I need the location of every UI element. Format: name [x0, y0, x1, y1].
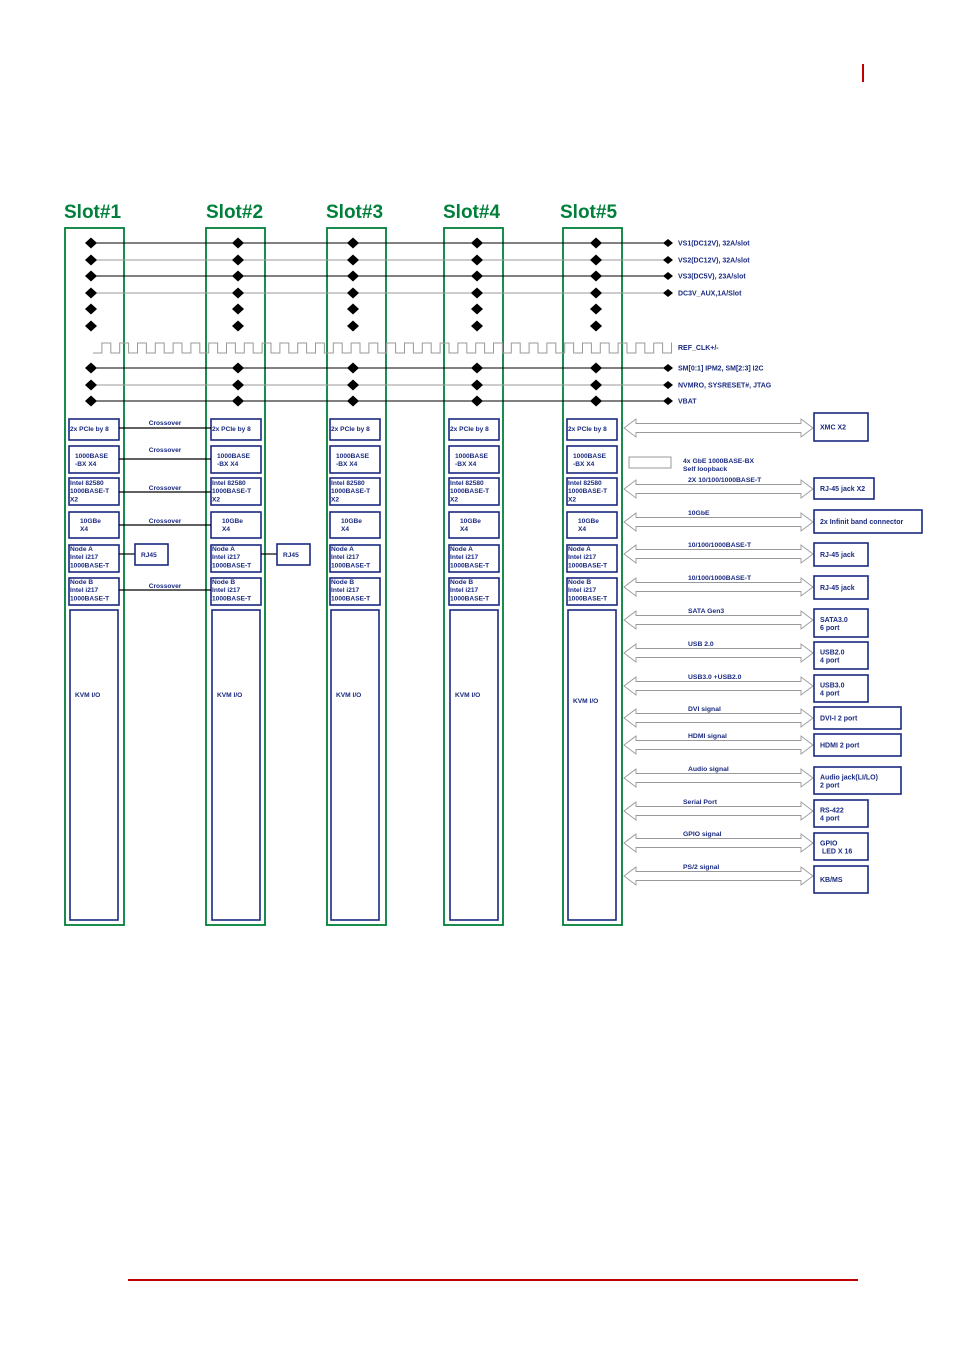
bus-end-diamond: [663, 256, 673, 264]
pcie-label: 2x PCIe by 8: [212, 426, 251, 433]
io-device-label: USB2.0 4 port: [820, 649, 845, 665]
rear-io-row: [624, 706, 901, 729]
bus-diamond: [232, 271, 244, 282]
io-signal-label: 10/100/1000BASE-T: [688, 575, 752, 582]
io-device-label: RJ-45 jack X2: [820, 486, 866, 493]
bus-end-diamond: [663, 272, 673, 280]
bus-diamond: [471, 363, 483, 374]
bus-diamond: [85, 363, 97, 374]
io-device-label: USB3.0 4 port: [820, 682, 845, 698]
bus-label: VBAT: [678, 398, 697, 406]
bus-diamond: [590, 304, 602, 315]
crossover-label: Crossover: [148, 420, 182, 427]
bus-diamond: [85, 271, 97, 282]
ref-clk-waveform: [93, 343, 672, 353]
bus-diamond: [232, 304, 244, 315]
slot-2-blocks: [211, 419, 261, 920]
kvm-block: [450, 610, 498, 920]
intel82580-label: Intel 82580 1000BASE-T X2: [450, 480, 490, 504]
bus-label: VS1(DC12V), 32A/slot: [678, 240, 750, 248]
bus-diamond: [347, 271, 359, 282]
node-b-label: Node B Intel i217 1000BASE-T: [212, 579, 252, 603]
io-device-label: XMC X2: [820, 424, 847, 432]
tengbe-block: [330, 512, 380, 538]
io-signal-label: Audio signal: [688, 766, 729, 773]
slot-2-title: Slot#2: [206, 202, 264, 223]
tengbe-block: [211, 512, 261, 538]
tengbe-label: 10GBe X4: [222, 518, 243, 534]
slot-4-title: Slot#4: [443, 202, 501, 223]
bus-diamond: [590, 238, 602, 249]
bus-diamond: [590, 271, 602, 282]
bus-diamond: [347, 363, 359, 374]
bus-diamond: [85, 380, 97, 391]
io-device-label: SATA3.0 6 port: [820, 617, 848, 633]
rear-io-row: [624, 733, 901, 756]
pcie-label: 2x PCIe by 8: [331, 426, 370, 433]
bus-layer: [85, 238, 772, 407]
bus-diamond: [232, 396, 244, 407]
rear-io-row: [624, 477, 874, 499]
io-device-label: GPIO LED X 16: [820, 840, 853, 856]
crossover-label: Crossover: [148, 518, 182, 525]
io-signal-label: Serial Port: [683, 799, 717, 806]
rear-io-row: [624, 641, 868, 669]
bus-diamond: [232, 321, 244, 332]
rj45-label: RJ45: [141, 552, 157, 559]
tengbe-block: [567, 512, 617, 538]
bus-diamond: [232, 288, 244, 299]
rear-io-row: [624, 575, 868, 599]
intel82580-label: Intel 82580 1000BASE-T X2: [212, 480, 252, 504]
tengbe-block: [449, 512, 499, 538]
slot-3-blocks: [330, 419, 380, 920]
io-signal-label: USB 2.0: [688, 641, 714, 648]
slot-1-frame: [65, 228, 124, 925]
slot-5-blocks: [567, 419, 617, 920]
bus-label: DC3V_AUX,1A/Slot: [678, 290, 742, 298]
bus-end-diamond: [663, 381, 673, 389]
node-a-label: Node A Intel i217 1000BASE-T: [212, 546, 252, 570]
node-b-label: Node B Intel i217 1000BASE-T: [450, 579, 490, 603]
io-signal-label: 2X 10/100/1000BASE-T: [688, 477, 762, 484]
bus-diamond: [471, 396, 483, 407]
io-device-label: RJ-45 jack: [820, 552, 855, 559]
bus-diamond: [590, 255, 602, 266]
rear-io-layer: [624, 413, 922, 893]
rear-io-row: [624, 608, 868, 637]
intel82580-label: Intel 82580 1000BASE-T X2: [70, 480, 110, 504]
bx-label: 1000BASE -BX X4: [573, 453, 606, 469]
bus-diamond: [471, 304, 483, 315]
bx-label: 1000BASE -BX X4: [336, 453, 369, 469]
tengbe-label: 10GBe X4: [460, 518, 481, 534]
io-signal-label: HDMI signal: [688, 733, 727, 740]
bus-diamond: [347, 288, 359, 299]
io-device-label: 2x Infinit band connector: [820, 519, 904, 526]
io-arrow: [624, 644, 813, 662]
bus-diamond: [85, 396, 97, 407]
kvm-block: [70, 610, 118, 920]
intel82580-label: Intel 82580 1000BASE-T X2: [331, 480, 371, 504]
bus-diamond: [232, 238, 244, 249]
pcie-label: 2x PCIe by 8: [568, 426, 607, 433]
intel82580-label: Intel 82580 1000BASE-T X2: [568, 480, 608, 504]
io-device-label: RJ-45 jack: [820, 585, 855, 592]
kvm-block: [331, 610, 379, 920]
bus-diamond: [347, 396, 359, 407]
io-device-label: RS-422 4 port: [820, 807, 844, 823]
self-loopback-label: 4x GbE 1000BASE-BX Self loopback: [683, 458, 755, 473]
rear-io-row: [624, 766, 901, 794]
io-arrow: [624, 802, 813, 820]
io-arrow: [624, 513, 813, 531]
node-b-label: Node B Intel i217 1000BASE-T: [70, 579, 110, 603]
blocks-layer: [69, 419, 617, 920]
slot-5-frame: [563, 228, 622, 925]
slot-3-title: Slot#3: [326, 202, 384, 223]
bus-diamond: [85, 321, 97, 332]
tengbe-label: 10GBe X4: [80, 518, 101, 534]
rear-io-row: [624, 413, 868, 441]
bus-diamond: [232, 255, 244, 266]
bus-label: VS3(DC5V), 23A/slot: [678, 273, 746, 281]
bus-label: REF_CLK+/-: [678, 345, 719, 352]
bus-diamond: [471, 238, 483, 249]
bus-diamond: [347, 238, 359, 249]
node-b-label: Node B Intel i217 1000BASE-T: [331, 579, 371, 603]
bus-diamond: [590, 380, 602, 391]
bus-end-diamond: [663, 397, 673, 405]
slot-4-frame: [444, 228, 503, 925]
bus-diamond: [590, 363, 602, 374]
bus-diamond: [590, 288, 602, 299]
bus-diamond: [471, 271, 483, 282]
bus-diamond: [347, 255, 359, 266]
node-a-label: Node A Intel i217 1000BASE-T: [568, 546, 608, 570]
bus-diamond: [347, 380, 359, 391]
slot-5-title: Slot#5: [560, 202, 618, 223]
bx-label: 1000BASE -BX X4: [75, 453, 108, 469]
io-device-label: KB/MS: [820, 877, 843, 884]
bus-diamond: [471, 321, 483, 332]
bus-end-diamond: [663, 239, 673, 247]
bus-label: NVMRO, SYSRESET#, JTAG: [678, 382, 772, 390]
self-loopback-box: [629, 457, 671, 468]
node-b-label: Node B Intel i217 1000BASE-T: [568, 579, 608, 603]
tengbe-label: 10GBe X4: [341, 518, 362, 534]
io-signal-label: SATA Gen3: [688, 608, 725, 615]
kvm-label: KVM I/O: [455, 692, 481, 699]
bus-diamond: [85, 238, 97, 249]
rear-io-row: [624, 674, 868, 702]
rear-io-row: [624, 864, 868, 893]
io-signal-label: GPIO signal: [683, 831, 722, 838]
crossover-label: Crossover: [148, 583, 182, 590]
pcie-label: 2x PCIe by 8: [450, 426, 489, 433]
bus-end-diamond: [663, 364, 673, 372]
io-signal-label: USB3.0 +USB2.0: [688, 674, 742, 681]
kvm-label: KVM I/O: [217, 692, 243, 699]
tengbe-block: [69, 512, 119, 538]
crossover-label: Crossover: [148, 485, 182, 492]
slot-1-title: Slot#1: [64, 202, 122, 223]
rj45-label: RJ45: [283, 552, 299, 559]
slot-2-frame: [206, 228, 265, 925]
io-signal-label: DVI signal: [688, 706, 721, 713]
rear-io-row: [624, 510, 922, 533]
bx-label: 1000BASE -BX X4: [217, 453, 250, 469]
node-a-label: Node A Intel i217 1000BASE-T: [450, 546, 490, 570]
kvm-label: KVM I/O: [75, 692, 101, 699]
bus-diamond: [471, 288, 483, 299]
crossover-label: Crossover: [148, 447, 182, 454]
io-device-label: DVI-I 2 port: [820, 715, 858, 723]
bus-diamond: [347, 304, 359, 315]
io-device-label: HDMI 2 port: [820, 742, 860, 750]
bus-diamond: [471, 255, 483, 266]
io-arrow: [624, 419, 813, 437]
node-a-label: Node A Intel i217 1000BASE-T: [70, 546, 110, 570]
io-signal-label: 10GbE: [688, 510, 710, 517]
node-a-label: Node A Intel i217 1000BASE-T: [331, 546, 371, 570]
bus-diamond: [85, 304, 97, 315]
bus-diamond: [232, 363, 244, 374]
bx-label: 1000BASE -BX X4: [455, 453, 488, 469]
bus-diamond: [590, 321, 602, 332]
slot-4-blocks: [449, 419, 499, 920]
io-signal-label: PS/2 signal: [683, 864, 720, 871]
kvm-block: [568, 610, 616, 920]
bus-diamond: [347, 321, 359, 332]
kvm-block: [212, 610, 260, 920]
pcie-label: 2x PCIe by 8: [70, 426, 109, 433]
io-device-label: Audio jack(LI/LO) 2 port: [820, 774, 878, 790]
bus-label: VS2(DC12V), 32A/slot: [678, 257, 750, 265]
rear-io-row: [624, 831, 868, 860]
bus-diamond: [471, 380, 483, 391]
bus-diamond: [232, 380, 244, 391]
bus-diamond: [85, 255, 97, 266]
bus-diamond: [590, 396, 602, 407]
kvm-label: KVM I/O: [336, 692, 362, 699]
rear-io-row: [624, 799, 868, 827]
slot-3-frame: [327, 228, 386, 925]
io-signal-label: 10/100/1000BASE-T: [688, 542, 752, 549]
slot-1-blocks: [69, 419, 119, 920]
rear-io-row: [624, 542, 868, 566]
bus-end-diamond: [663, 289, 673, 297]
bus-label: SM[0:1] IPM2, SM[2:3] I2C: [678, 365, 764, 373]
bus-diamond: [85, 288, 97, 299]
kvm-label: KVM I/O: [573, 698, 599, 705]
tengbe-label: 10GBe X4: [578, 518, 599, 534]
